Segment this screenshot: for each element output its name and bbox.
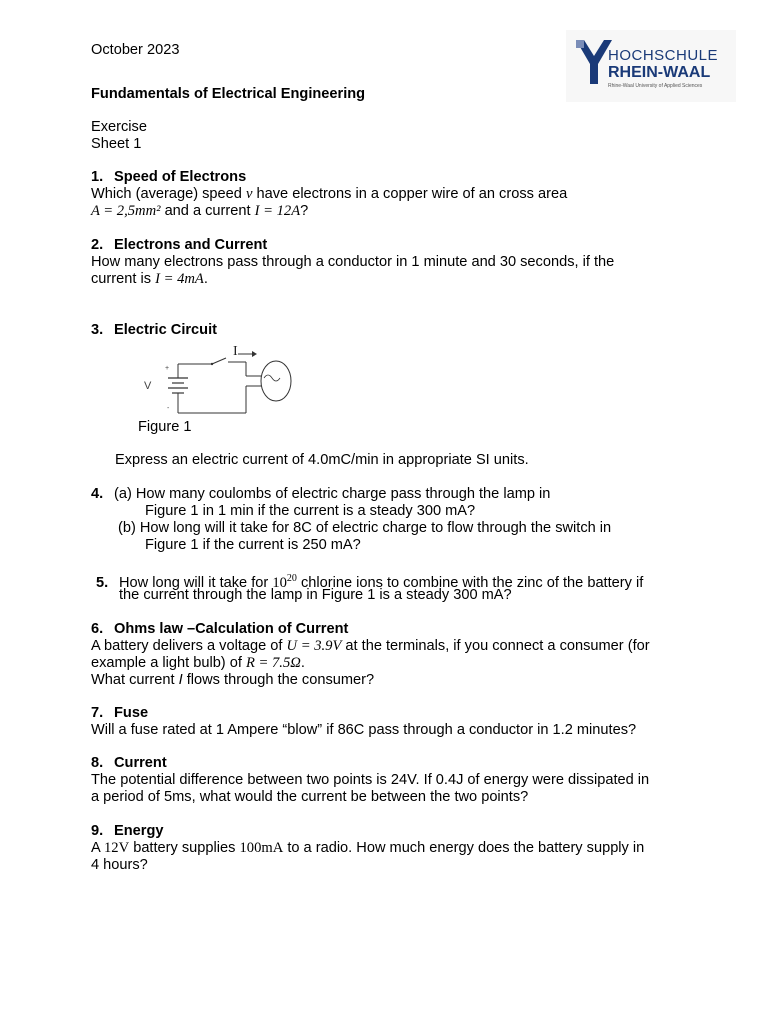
document-date: October 2023 bbox=[91, 42, 180, 58]
q6-text2a: example a light bulb) of bbox=[91, 655, 242, 671]
q2-line1: How many electrons pass through a conductor in 1 minute and 30 seconds, if the bbox=[91, 254, 615, 270]
q6-var-i: I bbox=[178, 672, 183, 688]
q2-math-i: I = 4mA bbox=[155, 271, 204, 287]
q1-text2: and a current bbox=[164, 203, 251, 219]
q6-title: Ohms law –Calculation of Current bbox=[114, 621, 349, 637]
q9-math-v: 12V bbox=[104, 840, 130, 856]
q6-text3b: flows through the consumer? bbox=[186, 672, 375, 688]
q9-math-ma: 100mA bbox=[239, 840, 284, 856]
q5-text1b: chlorine ions to combine with the zinc of the battery if bbox=[300, 574, 644, 591]
q6-math-r: R = 7.5Ω bbox=[245, 655, 301, 671]
q1-math-a: A = 2,5mm² bbox=[91, 203, 161, 219]
q5-number: 5. bbox=[96, 574, 109, 591]
q4-number: 4. bbox=[91, 486, 104, 502]
q1-title: Speed of Electrons bbox=[114, 169, 247, 185]
q1-number: 1. bbox=[91, 169, 104, 185]
q1-text3: ? bbox=[300, 203, 309, 219]
circuit-label-i: I bbox=[233, 344, 238, 359]
course-title: Fundamentals of Electrical Engineering bbox=[91, 86, 366, 102]
q5-text2: the current through the lamp in Figure 1 is a steady 300 mA? bbox=[119, 587, 512, 603]
q9-title: Energy bbox=[114, 823, 164, 839]
q2-text3: . bbox=[203, 271, 208, 287]
q3-text: Express an electric current of 4.0mC/min in appropriate SI units. bbox=[115, 452, 529, 468]
q6-line1 bbox=[91, 638, 650, 655]
q4-a2: Figure 1 in 1 min if the current is a steady 300 mA? bbox=[145, 503, 476, 519]
q1-var-v: v bbox=[245, 186, 253, 202]
q2-number: 2. bbox=[91, 237, 104, 253]
q9-heading bbox=[91, 823, 163, 840]
q8-heading bbox=[91, 755, 167, 772]
q6-math-u: U = 3.9V bbox=[286, 638, 342, 654]
q9-line1 bbox=[91, 840, 644, 857]
logo-line2: RHEIN-WAAL bbox=[608, 64, 711, 81]
q4-a1: (a) How many coulombs of electric charge pass through the lamp in bbox=[114, 486, 551, 502]
q2-line2 bbox=[91, 271, 208, 288]
q7-heading bbox=[91, 705, 148, 722]
q7-title: Fuse bbox=[114, 705, 149, 721]
q8-title: Current bbox=[114, 755, 167, 771]
q4-b2: Figure 1 if the current is 250 mA? bbox=[145, 537, 361, 553]
exercise-label: Exercise bbox=[91, 119, 147, 135]
q1-text1b: have electrons in a copper wire of an cross area bbox=[256, 186, 568, 202]
q6-number: 6. bbox=[91, 621, 104, 637]
q9-text1c: to a radio. How much energy does the battery supply in bbox=[287, 840, 645, 856]
circuit-minus: - bbox=[167, 405, 170, 412]
q6-text3a: What current bbox=[91, 672, 175, 688]
q2-text2: current is bbox=[91, 271, 152, 287]
circuit-diagram bbox=[140, 338, 298, 418]
logo-tagline: Rhine-Waal University of Applied Sciences bbox=[608, 83, 703, 89]
figure-caption: Figure 1 bbox=[138, 419, 192, 435]
q7-number: 7. bbox=[91, 705, 104, 721]
q6-heading bbox=[91, 621, 348, 638]
q8-text2: a period of 5ms, what would the current be between the two points? bbox=[91, 789, 529, 805]
q6-text1b: at the terminals, if you connect a consumer (for bbox=[345, 638, 650, 654]
q5-text1a: How long will it take for bbox=[119, 574, 269, 591]
q1-text1: Which (average) speed bbox=[91, 186, 242, 202]
q4-b1: (b) How long will it take for 8C of electric charge to flow through the switch in bbox=[118, 520, 612, 536]
q2-title: Electrons and Current bbox=[114, 237, 268, 253]
q9-number: 9. bbox=[91, 823, 104, 839]
q5-math-base: 10 bbox=[272, 574, 287, 591]
university-logo bbox=[566, 30, 736, 102]
q5-math-exp: 20 bbox=[286, 573, 297, 584]
q6-text2b: . bbox=[300, 655, 305, 671]
q3-number: 3. bbox=[91, 322, 104, 338]
circuit-plus: + bbox=[165, 365, 170, 372]
q1-line1 bbox=[91, 186, 567, 203]
q4-line-a1 bbox=[91, 486, 550, 503]
q6-line2 bbox=[91, 655, 305, 672]
q7-text: Will a fuse rated at 1 Ampere “blow” if 86C pass through a conductor in 1.2 minutes? bbox=[91, 722, 637, 738]
q9-text2: 4 hours? bbox=[91, 857, 148, 873]
q9-text1b: battery supplies bbox=[133, 840, 236, 856]
q1-math-i: I = 12A bbox=[254, 203, 301, 219]
q3-title: Electric Circuit bbox=[114, 322, 218, 338]
circuit-label-v: V bbox=[144, 380, 152, 392]
q6-line3 bbox=[91, 672, 374, 689]
q1-line2 bbox=[91, 203, 308, 220]
sheet-label: Sheet 1 bbox=[91, 136, 142, 152]
q6-text1a: A battery delivers a voltage of bbox=[91, 638, 283, 654]
q8-number: 8. bbox=[91, 755, 104, 771]
q2-heading bbox=[91, 237, 267, 254]
q9-text1a: A bbox=[91, 840, 100, 856]
q1-heading bbox=[91, 169, 246, 186]
q8-text1: The potential difference between two points is 24V. If 0.4J of energy were dissipated in bbox=[91, 772, 650, 788]
logo-line1: HOCHSCHULE bbox=[608, 47, 719, 64]
q3-heading bbox=[91, 322, 217, 339]
